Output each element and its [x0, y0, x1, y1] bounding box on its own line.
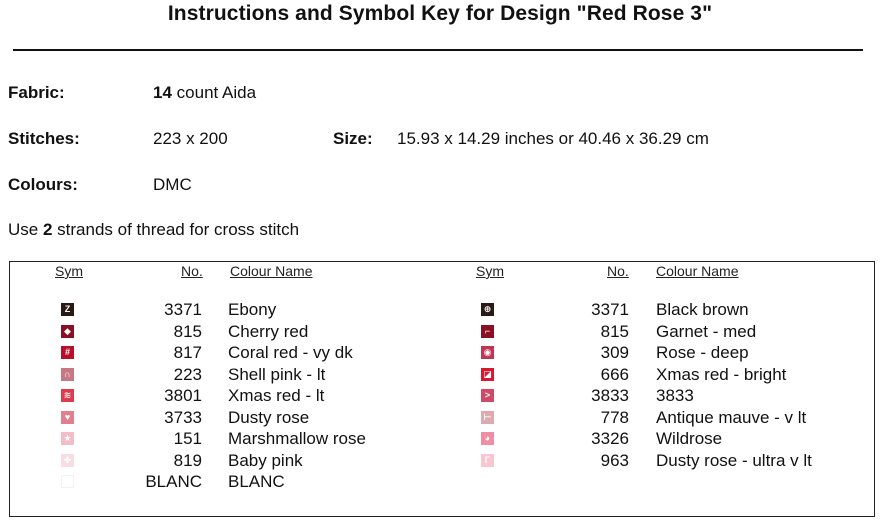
- strands-count: 2: [42, 220, 53, 239]
- fabric-value: [153, 83, 256, 103]
- key-colour-name: Xmas red - bright: [656, 364, 787, 384]
- fabric-row: [0, 83, 880, 107]
- colours-row: [0, 175, 880, 199]
- size-value: 15.93 x 14.29 inches or 40.46 x 36.29 cm: [397, 129, 709, 148]
- circle-plus-symbol-icon: ⊕: [481, 303, 494, 316]
- key-colour-name: Xmas red - lt: [228, 386, 325, 405]
- key-number: 223: [173, 364, 202, 384]
- arch-symbol-icon: ∩: [61, 368, 74, 381]
- size-label: Size:: [333, 129, 373, 148]
- key-number: 309: [600, 343, 629, 362]
- cross-symbol-icon: ✚: [61, 454, 74, 467]
- strands-instruction: [8, 220, 299, 240]
- colours-label: Colours:: [8, 175, 78, 194]
- right-sym-header: Sym: [476, 263, 504, 279]
- pie-symbol-icon: ◕: [481, 432, 494, 445]
- diamond-symbol-icon: ◆: [61, 325, 74, 338]
- key-colour-name: Garnet - med: [656, 321, 757, 341]
- left-name-header: Colour Name: [230, 263, 313, 279]
- key-number: 3733: [164, 407, 202, 427]
- stitches-value: 223 x 200: [153, 129, 228, 148]
- right-no-header: No.: [607, 263, 629, 279]
- blank-symbol-icon: [61, 475, 74, 488]
- key-colour-name: BLANC: [228, 472, 285, 491]
- key-colour-name: Rose - deep: [656, 343, 749, 362]
- corner-symbol-icon: Γ: [481, 454, 494, 467]
- key-number: 3801: [164, 386, 202, 405]
- key-colour-name: 3833: [656, 386, 694, 405]
- strands-prefix: Use: [8, 220, 39, 239]
- wave-symbol-icon: ≋: [61, 389, 74, 402]
- key-colour-name: Wildrose: [656, 429, 723, 448]
- key-number: 3833: [591, 386, 629, 405]
- z-symbol-icon: Z: [61, 303, 74, 316]
- key-colour-name: Dusty rose: [228, 407, 310, 427]
- page-title: Instructions and Symbol Key for Design "Red Rose 3": [167, 2, 713, 25]
- key-colour-name: Ebony: [228, 300, 277, 319]
- key-number: 819: [173, 450, 202, 470]
- colours-value: DMC: [153, 175, 192, 194]
- key-colour-name: Marshmallow rose: [228, 429, 366, 448]
- stitches-label: Stitches:: [8, 129, 80, 148]
- key-number: 815: [600, 321, 629, 341]
- key-colour-name: Baby pink: [228, 450, 303, 470]
- key-colour-name: Dusty rose - ultra v lt: [656, 450, 812, 470]
- key-number: 151: [173, 429, 202, 448]
- key-colour-name: Shell pink - lt: [228, 364, 326, 384]
- strands-suffix: strands of thread for cross stitch: [57, 220, 300, 239]
- star-symbol-icon: ★: [61, 432, 74, 445]
- fabric-count: 14: [153, 83, 172, 102]
- stitches-row: [0, 129, 880, 153]
- half-square-symbol-icon: ◪: [481, 368, 494, 381]
- left-no-header: No.: [181, 263, 203, 279]
- fabric-label: Fabric:: [8, 83, 65, 102]
- key-colour-name: Black brown: [656, 300, 749, 319]
- key-colour-name: Coral red - vy dk: [228, 343, 353, 362]
- fabric-text: count Aida: [176, 83, 257, 102]
- key-number: 815: [173, 321, 202, 341]
- key-number: 3371: [591, 300, 629, 319]
- heart-symbol-icon: ♥: [61, 411, 74, 424]
- hash-symbol-icon: #: [61, 346, 74, 359]
- t-bar-symbol-icon: ⊢: [481, 411, 494, 424]
- key-colour-name: Cherry red: [228, 321, 309, 341]
- greater-than-symbol-icon: >: [481, 389, 494, 402]
- key-number: 778: [600, 407, 629, 427]
- key-number: 3371: [164, 300, 202, 319]
- left-sym-header: Sym: [55, 263, 83, 279]
- key-number: 666: [600, 364, 629, 384]
- key-number: 3326: [591, 429, 629, 448]
- key-number: 963: [600, 450, 629, 470]
- key-number: 817: [173, 343, 202, 362]
- key-colour-name: Antique mauve - v lt: [656, 407, 807, 427]
- right-name-header: Colour Name: [656, 263, 739, 279]
- key-number: BLANC: [145, 472, 202, 491]
- ring-symbol-icon: ◉: [481, 346, 494, 359]
- title-underline: [13, 49, 863, 51]
- hook-symbol-icon: ⌐: [481, 325, 494, 338]
